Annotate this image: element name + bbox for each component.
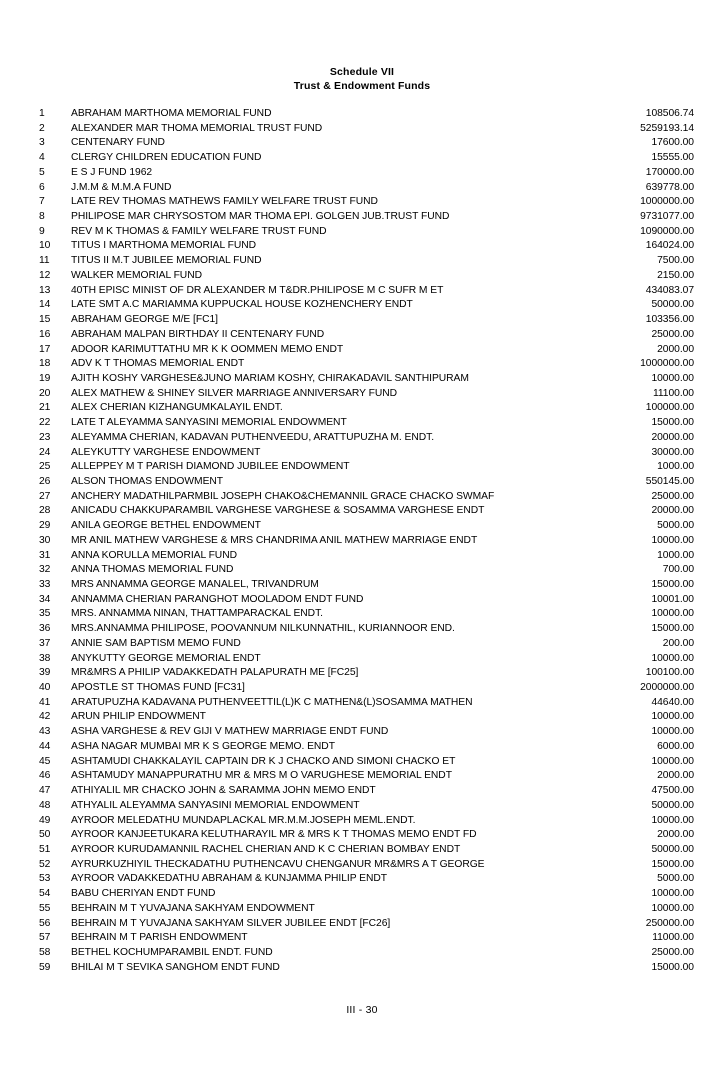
row-serial-number: 24 — [39, 446, 51, 458]
table-row — [39, 740, 694, 755]
row-fund-name: CENTENARY FUND — [71, 137, 165, 149]
table-row — [39, 563, 694, 578]
row-amount: 5259193.14 — [640, 122, 694, 134]
row-serial-number: 40 — [39, 682, 51, 694]
row-amount: 108506.74 — [645, 108, 694, 119]
row-amount: 2000.00 — [657, 829, 694, 841]
funds-table-container — [0, 107, 724, 975]
row-fund-name: BHILAI M T SEVIKA SANGHOM ENDT FUND — [71, 961, 280, 973]
row-serial-number: 8 — [39, 211, 45, 223]
table-row — [39, 284, 694, 299]
row-fund-name: ASHA VARGHESE & REV GIJI V MATHEW MARRIAGE ENDT FUND — [71, 726, 389, 738]
row-amount: 9731077.00 — [640, 211, 694, 223]
row-fund-name: AYRURKUZHIYIL THECKADATHU PUTHENCAVU CHENGANUR MR&MRS A T GEORGE — [71, 858, 485, 870]
row-amount: 100100.00 — [645, 667, 694, 679]
table-row — [39, 931, 694, 946]
table-row — [39, 843, 694, 858]
row-serial-number: 22 — [39, 417, 51, 429]
row-serial-number: 21 — [39, 402, 51, 414]
row-fund-name: J.M.M & M.M.A FUND — [71, 181, 172, 193]
row-fund-name: ANILA GEORGE BETHEL ENDOWMENT — [71, 520, 261, 532]
row-serial-number: 18 — [39, 358, 51, 370]
row-fund-name: BEHRAIN M T YUVAJANA SAKHYAM ENDOWMENT — [71, 902, 315, 914]
row-amount: 5000.00 — [657, 520, 694, 532]
row-serial-number: 51 — [39, 843, 51, 855]
table-row — [39, 519, 694, 534]
row-serial-number: 50 — [39, 829, 51, 841]
row-fund-name: ASHA NAGAR MUMBAI MR K S GEORGE MEMO. ENDT — [71, 740, 335, 752]
row-serial-number: 36 — [39, 623, 51, 635]
funds-table — [39, 107, 694, 975]
row-fund-name: CLERGY CHILDREN EDUCATION FUND — [71, 152, 262, 164]
row-serial-number: 42 — [39, 711, 51, 723]
row-amount: 250000.00 — [645, 917, 694, 929]
table-row — [39, 769, 694, 784]
row-amount: 700.00 — [662, 564, 694, 576]
row-fund-name: BETHEL KOCHUMPARAMBIL ENDT. FUND — [71, 946, 273, 958]
table-row — [39, 578, 694, 593]
row-amount: 1000000.00 — [640, 196, 694, 208]
row-serial-number: 14 — [39, 299, 51, 311]
table-row — [39, 755, 694, 770]
row-fund-name: LATE T ALEYAMMA SANYASINI MEMORIAL ENDOWMENT — [71, 417, 347, 429]
table-row — [39, 637, 694, 652]
table-row — [39, 622, 694, 637]
row-serial-number: 23 — [39, 431, 51, 443]
row-fund-name: LATE REV THOMAS MATHEWS FAMILY WELFARE TRUST FUND — [71, 196, 378, 208]
row-fund-name: AYROOR VADAKKEDATHU ABRAHAM & KUNJAMMA PHILIP ENDT — [71, 873, 388, 885]
row-serial-number: 4 — [39, 152, 45, 164]
row-amount: 10000.00 — [651, 726, 694, 738]
row-fund-name: ALEYAMMA CHERIAN, KADAVAN PUTHENVEEDU, ARATTUPUZHA M. ENDT. — [71, 431, 435, 443]
row-amount: 200.00 — [662, 637, 694, 649]
row-amount: 50000.00 — [651, 299, 694, 311]
row-amount: 550145.00 — [645, 475, 694, 487]
row-serial-number: 11 — [39, 255, 50, 267]
row-fund-name: 40TH EPISC MINIST OF DR ALEXANDER M T&DR.PHILIPOSE M C SUFR M ET — [71, 284, 444, 296]
row-fund-name: ATHYALIL ALEYAMMA SANYASINI MEMORIAL ENDOWMENT — [71, 799, 360, 811]
table-row — [39, 446, 694, 461]
row-serial-number: 55 — [39, 902, 51, 914]
row-serial-number: 28 — [39, 505, 51, 517]
row-fund-name: ALEX CHERIAN KIZHANGUMKALAYIL ENDT. — [71, 402, 283, 414]
table-row — [39, 681, 694, 696]
row-fund-name: ALEX MATHEW & SHINEY SILVER MARRIAGE ANNIVERSARY FUND — [71, 387, 397, 399]
row-fund-name: ANCHERY MADATHILPARMBIL JOSEPH CHAKO&CHEMANNIL GRACE CHACKO SWMAF — [71, 490, 495, 502]
table-row — [39, 210, 694, 225]
row-serial-number: 54 — [39, 888, 51, 900]
row-amount: 15000.00 — [651, 579, 694, 590]
table-row — [39, 239, 694, 254]
table-row — [39, 961, 694, 976]
row-fund-name: TITUS I MARTHOMA MEMORIAL FUND — [71, 240, 256, 252]
row-amount: 434083.07 — [645, 284, 694, 296]
row-serial-number: 45 — [39, 755, 51, 767]
table-row — [39, 887, 694, 902]
row-serial-number: 34 — [39, 593, 51, 605]
table-row — [39, 401, 694, 416]
row-fund-name: AYROOR MELEDATHU MUNDAPLACKAL MR.M.M.JOSEPH MEML.ENDT. — [71, 814, 416, 826]
row-fund-name: MRS. ANNAMMA NINAN, THATTAMPARACKAL ENDT. — [71, 608, 323, 620]
row-fund-name: BABU CHERIYAN ENDT FUND — [71, 888, 216, 900]
table-row — [39, 122, 694, 137]
row-fund-name: WALKER MEMORIAL FUND — [71, 269, 202, 281]
row-serial-number: 47 — [39, 785, 51, 797]
table-row — [39, 416, 694, 431]
page-footer — [0, 1004, 724, 1016]
table-row — [39, 534, 694, 549]
table-row — [39, 872, 694, 887]
table-row — [39, 195, 694, 210]
row-amount: 1000.00 — [657, 549, 694, 561]
table-row — [39, 946, 694, 961]
row-fund-name: E S J FUND 1962 — [71, 166, 153, 178]
table-row — [39, 431, 694, 446]
document-page — [0, 66, 724, 1090]
row-amount: 25000.00 — [651, 490, 694, 502]
table-row — [39, 902, 694, 917]
table-row — [39, 372, 694, 387]
row-amount: 10000.00 — [651, 711, 694, 723]
row-serial-number: 48 — [39, 799, 51, 811]
row-fund-name: REV M K THOMAS & FAMILY WELFARE TRUST FUND — [71, 225, 327, 237]
table-row — [39, 652, 694, 667]
row-amount: 20000.00 — [651, 505, 694, 517]
table-row — [39, 269, 694, 284]
page-number: III - 30 — [346, 1004, 378, 1016]
row-amount: 10000.00 — [651, 902, 694, 914]
table-row — [39, 784, 694, 799]
table-row — [39, 666, 694, 681]
row-fund-name: ANYKUTTY GEORGE MEMORIAL ENDT — [71, 652, 261, 664]
table-row — [39, 475, 694, 490]
table-row — [39, 313, 694, 328]
row-serial-number: 7 — [39, 196, 45, 208]
row-serial-number: 37 — [39, 637, 51, 649]
row-amount: 2000.00 — [657, 343, 694, 355]
row-amount: 10000.00 — [651, 814, 694, 826]
row-fund-name: ALSON THOMAS ENDOWMENT — [71, 475, 224, 487]
row-serial-number: 46 — [39, 770, 51, 782]
row-fund-name: BEHRAIN M T PARISH ENDOWMENT — [71, 932, 248, 944]
row-amount: 170000.00 — [645, 166, 694, 178]
row-serial-number: 27 — [39, 490, 51, 502]
row-fund-name: TITUS II M.T JUBILEE MEMORIAL FUND — [71, 255, 262, 267]
row-amount: 44640.00 — [651, 696, 694, 708]
row-fund-name: MRS ANNAMMA GEORGE MANALEL, TRIVANDRUM — [71, 579, 319, 590]
row-serial-number: 38 — [39, 652, 51, 664]
row-amount: 25000.00 — [651, 328, 694, 340]
row-amount: 50000.00 — [651, 799, 694, 811]
row-amount: 5000.00 — [657, 873, 694, 885]
row-serial-number: 10 — [39, 240, 51, 252]
row-serial-number: 29 — [39, 520, 51, 532]
row-fund-name: ASHTAMUDI CHAKKALAYIL CAPTAIN DR K J CHACKO AND SIMONI CHACKO ET — [71, 755, 456, 767]
row-amount: 2000000.00 — [640, 682, 694, 694]
document-header — [0, 66, 724, 93]
table-row — [39, 549, 694, 564]
row-serial-number: 52 — [39, 858, 51, 870]
row-amount: 7500.00 — [657, 255, 694, 267]
row-serial-number: 20 — [39, 387, 51, 399]
table-row — [39, 814, 694, 829]
row-amount: 30000.00 — [651, 446, 694, 458]
row-amount: 10000.00 — [651, 755, 694, 767]
table-row — [39, 298, 694, 313]
row-fund-name: ADV K T THOMAS MEMORIAL ENDT — [71, 358, 245, 370]
row-serial-number: 49 — [39, 814, 51, 826]
table-row — [39, 107, 694, 122]
row-amount: 10000.00 — [651, 372, 694, 384]
row-fund-name: APOSTLE ST THOMAS FUND [FC31] — [71, 682, 245, 694]
row-serial-number: 31 — [39, 549, 51, 561]
row-serial-number: 58 — [39, 946, 51, 958]
row-serial-number: 6 — [39, 181, 45, 193]
table-row — [39, 504, 694, 519]
row-fund-name: AYROOR KANJEETUKARA KELUTHARAYIL MR & MRS K T THOMAS MEMO ENDT FD — [71, 829, 477, 841]
row-serial-number: 15 — [39, 314, 51, 326]
row-amount: 25000.00 — [651, 946, 694, 958]
table-row — [39, 490, 694, 505]
row-serial-number: 41 — [39, 696, 51, 708]
table-row — [39, 799, 694, 814]
funds-table-body — [39, 107, 694, 975]
table-row — [39, 181, 694, 196]
row-amount: 50000.00 — [651, 843, 694, 855]
row-fund-name: ANNA THOMAS MEMORIAL FUND — [71, 564, 234, 576]
row-serial-number: 39 — [39, 667, 51, 679]
table-row — [39, 225, 694, 240]
row-amount: 1090000.00 — [640, 225, 694, 237]
row-amount: 2150.00 — [657, 269, 694, 281]
table-row — [39, 357, 694, 372]
row-serial-number: 43 — [39, 726, 51, 738]
row-serial-number: 26 — [39, 475, 51, 487]
row-fund-name: ABRAHAM GEORGE M/E [FC1] — [71, 314, 218, 326]
row-fund-name: ATHIYALIL MR CHACKO JOHN & SARAMMA JOHN MEMO ENDT — [71, 785, 376, 797]
row-amount: 1000.00 — [657, 461, 694, 473]
row-fund-name: ADOOR KARIMUTTATHU MR K K OOMMEN MEMO ENDT — [71, 343, 344, 355]
row-amount: 47500.00 — [651, 785, 694, 797]
row-serial-number: 32 — [39, 564, 51, 576]
row-fund-name: ARATUPUZHA KADAVANA PUTHENVEETTIL(L)K C MATHEN&(L)SOSAMMA MATHEN — [71, 696, 473, 708]
row-fund-name: ANNA KORULLA MEMORIAL FUND — [71, 549, 237, 561]
row-amount: 15000.00 — [651, 961, 694, 973]
row-fund-name: AJITH KOSHY VARGHESE&JUNO MARIAM KOSHY, CHIRAKADAVIL SANTHIPURAM — [71, 372, 469, 384]
row-amount: 103356.00 — [645, 314, 694, 326]
table-row — [39, 858, 694, 873]
table-row — [39, 696, 694, 711]
row-fund-name: ANNIE SAM BAPTISM MEMO FUND — [71, 637, 241, 649]
row-amount: 164024.00 — [645, 240, 694, 252]
row-amount: 10000.00 — [651, 652, 694, 664]
row-serial-number: 25 — [39, 461, 51, 473]
row-fund-name: ALLEPPEY M T PARISH DIAMOND JUBILEE ENDOWMENT — [71, 461, 350, 473]
row-amount: 20000.00 — [651, 431, 694, 443]
table-row — [39, 725, 694, 740]
row-serial-number: 56 — [39, 917, 51, 929]
row-serial-number: 13 — [39, 284, 51, 296]
row-serial-number: 9 — [39, 225, 45, 237]
row-serial-number: 5 — [39, 166, 45, 178]
schedule-title: Schedule VII — [329, 66, 395, 78]
table-row — [39, 607, 694, 622]
row-amount: 2000.00 — [657, 770, 694, 782]
table-row — [39, 328, 694, 343]
row-serial-number: 3 — [39, 137, 45, 149]
row-fund-name: ARUN PHILIP ENDOWMENT — [71, 711, 206, 723]
row-amount: 100000.00 — [645, 402, 694, 414]
row-amount: 639778.00 — [645, 181, 694, 193]
row-amount: 17600.00 — [651, 137, 694, 149]
table-row — [39, 917, 694, 932]
row-fund-name: ASHTAMUDY MANAPPURATHU MR & MRS M O VARUGHESE MEMORIAL ENDT — [71, 770, 452, 782]
row-fund-name: ALEYKUTTY VARGHESE ENDOWMENT — [71, 446, 261, 458]
row-amount: 15555.00 — [651, 152, 694, 164]
row-serial-number: 12 — [39, 269, 51, 281]
row-serial-number: 17 — [39, 343, 51, 355]
table-row — [39, 460, 694, 475]
row-fund-name: ABRAHAM MARTHOMA MEMORIAL FUND — [71, 108, 272, 119]
row-serial-number: 44 — [39, 740, 51, 752]
table-row — [39, 710, 694, 725]
row-serial-number: 57 — [39, 932, 51, 944]
row-amount: 11000.00 — [652, 932, 694, 944]
row-fund-name: PHILIPOSE MAR CHRYSOSTOM MAR THOMA EPI. GOLGEN JUB.TRUST FUND — [71, 211, 450, 223]
row-serial-number: 59 — [39, 961, 51, 973]
row-amount: 10000.00 — [651, 888, 694, 900]
row-serial-number: 53 — [39, 873, 51, 885]
row-amount: 15000.00 — [651, 623, 694, 635]
row-amount: 10000.00 — [651, 608, 694, 620]
table-row — [39, 166, 694, 181]
row-fund-name: MRS.ANNAMMA PHILIPOSE, POOVANNUM NILKUNNATHIL, KURIANNOOR END. — [71, 623, 455, 635]
row-amount: 11100.00 — [652, 387, 694, 399]
table-row — [39, 387, 694, 402]
row-amount: 1000000.00 — [640, 358, 694, 370]
row-amount: 15000.00 — [651, 417, 694, 429]
table-row — [39, 593, 694, 608]
table-row — [39, 151, 694, 166]
row-fund-name: AYROOR KURUDAMANNIL RACHEL CHERIAN AND K C CHERIAN BOMBAY ENDT — [71, 843, 461, 855]
row-fund-name: ANNAMMA CHERIAN PARANGHOT MOOLADOM ENDT FUND — [71, 593, 364, 605]
row-fund-name: MR&MRS A PHILIP VADAKKEDATH PALAPURATH ME [FC25] — [71, 667, 359, 679]
row-amount: 10001.00 — [651, 593, 694, 605]
row-serial-number: 33 — [39, 579, 51, 590]
row-amount: 6000.00 — [657, 740, 694, 752]
row-serial-number: 16 — [39, 328, 51, 340]
table-row — [39, 343, 694, 358]
schedule-subtitle: Trust & Endowment Funds — [293, 79, 431, 92]
row-serial-number: 35 — [39, 608, 51, 620]
row-fund-name: BEHRAIN M T YUVAJANA SAKHYAM SILVER JUBILEE ENDT [FC26] — [71, 917, 391, 929]
row-serial-number: 1 — [39, 108, 45, 119]
row-fund-name: ABRAHAM MALPAN BIRTHDAY II CENTENARY FUND — [71, 328, 325, 340]
row-serial-number: 19 — [39, 372, 51, 384]
row-amount: 15000.00 — [651, 858, 694, 870]
table-row — [39, 254, 694, 269]
row-serial-number: 2 — [39, 122, 45, 134]
row-fund-name: LATE SMT A.C MARIAMMA KUPPUCKAL HOUSE KOZHENCHERY ENDT — [71, 299, 413, 311]
row-fund-name: ALEXANDER MAR THOMA MEMORIAL TRUST FUND — [71, 122, 323, 134]
table-row — [39, 136, 694, 151]
row-amount: 10000.00 — [651, 534, 694, 546]
table-row — [39, 828, 694, 843]
row-fund-name: ANICADU CHAKKUPARAMBIL VARGHESE VARGHESE & SOSAMMA VARGHESE ENDT — [71, 505, 485, 517]
row-fund-name: MR ANIL MATHEW VARGHESE & MRS CHANDRIMA ANIL MATHEW MARRIAGE ENDT — [71, 534, 478, 546]
row-serial-number: 30 — [39, 534, 51, 546]
